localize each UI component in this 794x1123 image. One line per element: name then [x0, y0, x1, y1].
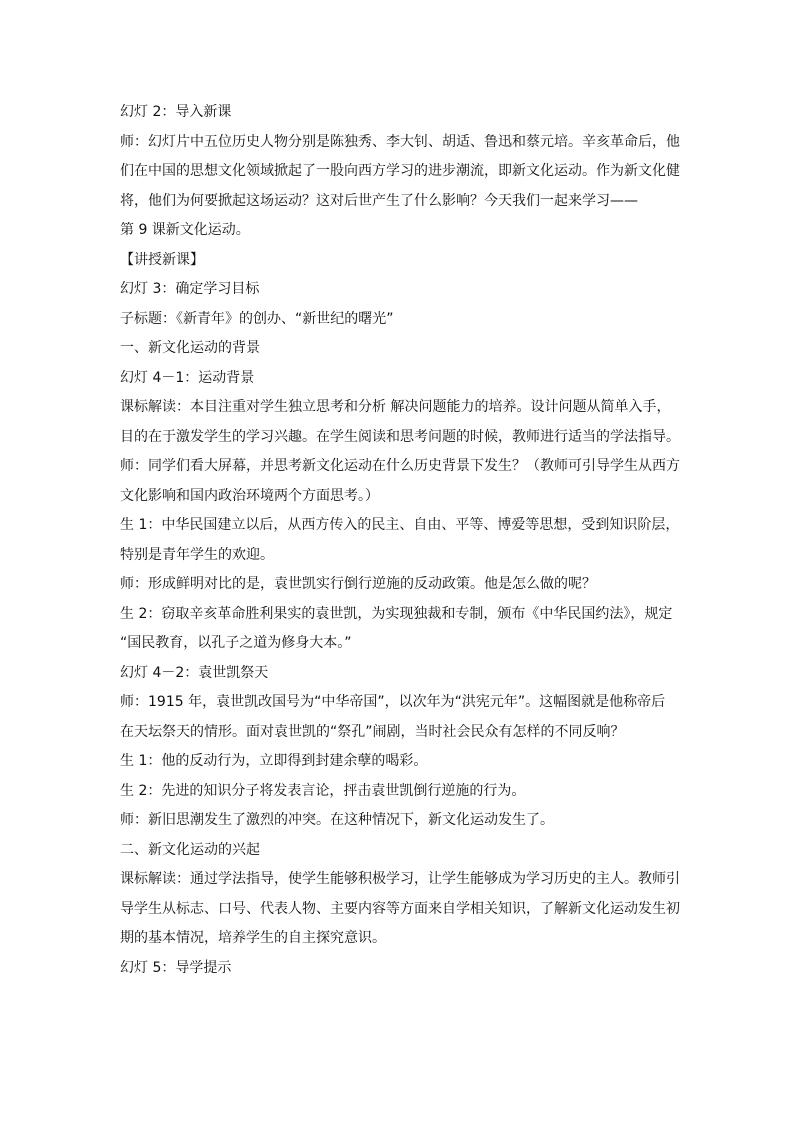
- student-2-reaction-line: 生 2：先进的知识分子将发表言论，抨击袁世凯倒行逆施的行为。: [120, 782, 526, 799]
- slide-5-heading: 幻灯 5：导学提示: [120, 959, 232, 976]
- curriculum-note-2-line-2: 导学生从标志、口号、代表人物、主要内容等方面来自学相关知识，了解新文化运动发生初: [120, 900, 680, 917]
- teacher-1915-line-2: 在天坛祭天的情形。面对袁世凯的“祭孔”闹剧，当时社会民众有怎样的不同反响？: [120, 723, 625, 740]
- curriculum-note-1-line-1: 课标解读：本目注重对学生独立思考和分析 解决问题能力的培养。设计问题从简单入手，: [120, 399, 671, 415]
- teacher-intro-line-2: 们在中国的思想文化领域掀起了一股向西方学习的进步潮流，即新文化运动。作为新文化健: [120, 163, 680, 179]
- student-1-answer-line-1: 生 1：中华民国建立以后，从西方传入的民主、自由、平等、博爱等思想，受到知识阶层，: [120, 517, 680, 533]
- document-body: [120, 98, 680, 983]
- teacher-intro-line-1: 师：幻灯片中五位历史人物分别是陈独秀、李大钊、胡适、鲁迅和蔡元培。辛亥革命后，他: [120, 133, 680, 150]
- teacher-1915-line-1: 师：1915 年，袁世凯改国号为“中华帝国”，以次年为“洪宪元年”。这幅图就是他称帝后: [120, 694, 666, 710]
- slide-4-1-heading: 幻灯 4－1：运动背景: [120, 369, 255, 386]
- slide-2-heading: 幻灯 2：导入新课: [120, 104, 232, 120]
- curriculum-note-1-line-2: 目的在于激发学生的学习兴趣。在学生阅读和思考问题的时候，教师进行适当的学法指导。: [120, 428, 680, 445]
- student-2-answer-line-2: “国民教育，以孔子之道为修身大本。”: [120, 635, 352, 651]
- teacher-contrast-line: 师：形成鲜明对比的是，袁世凯实行倒行逆施的反动政策。他是怎么做的呢？: [120, 576, 596, 592]
- teacher-question-line-2: 文化影响和国内政治环境两个方面思考。）: [120, 487, 379, 504]
- curriculum-note-2-line-3: 期的基本情况，培养学生的自主探究意识。: [120, 930, 386, 946]
- teacher-intro-line-3: 将，他们为何要掀起这场运动？这对后世产生了什么影响？今天我们一起来学习——: [120, 192, 638, 209]
- section-1-heading: 一、新文化运动的背景: [120, 340, 260, 356]
- slide-4-2-heading: 幻灯 4－2：袁世凯祭天: [120, 664, 269, 681]
- lesson-title-line: 第 9 课新文化运动。: [120, 222, 250, 238]
- curriculum-note-2-line-1: 课标解读：通过学法指导，使学生能够积极学习，让学生能够成为学习历史的主人。教师引: [120, 871, 680, 887]
- student-1-reaction-line: 生 1：他的反动行为，立即得到封建余孽的喝彩。: [120, 753, 428, 769]
- teacher-question-line-1: 师：同学们看大屏幕，并思考新文化运动在什么历史背景下发生？（教师可引导学生从西方: [120, 458, 680, 474]
- student-2-answer-line-1: 生 2：窃取辛亥革命胜利果实的袁世凯，为实现独裁和专制，颁布《中华民国约法》，规定: [120, 605, 673, 622]
- student-1-answer-line-2: 特别是青年学生的欢迎。: [120, 546, 274, 563]
- section-heading-new-lesson: 【讲授新课】: [120, 251, 204, 268]
- slide-3-heading: 幻灯 3：确定学习目标: [120, 281, 260, 297]
- section-2-heading: 二、新文化运动的兴起: [120, 841, 260, 858]
- subtitle-line: 子标题：《新青年》的创办、“新世纪的曙光”: [120, 310, 394, 327]
- teacher-conclusion-line: 师：新旧思潮发生了激烈的冲突。在这种情况下，新文化运动发生了。: [120, 812, 554, 828]
